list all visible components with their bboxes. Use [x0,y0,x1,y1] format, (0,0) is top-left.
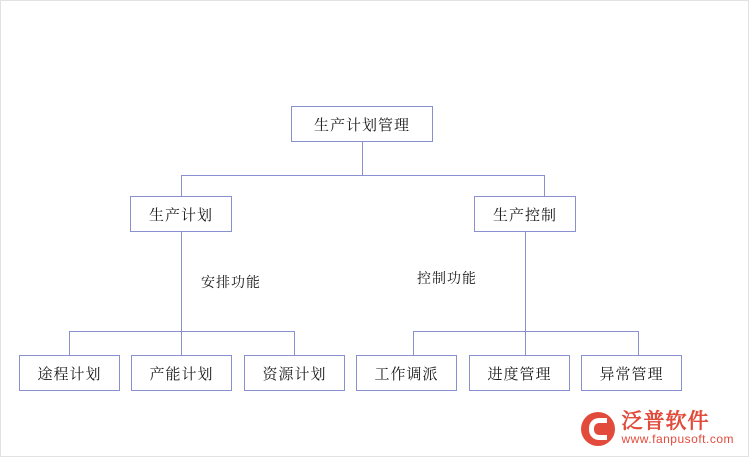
caption-left [201,272,261,292]
edge-right-stem [525,232,526,331]
edge-drop-leaf-6 [638,331,639,355]
node-root [291,106,433,142]
node-leaf-3 [244,355,345,391]
edge-left-stem [181,232,182,331]
watermark-url: www.fanpusoft.com [621,432,734,447]
watermark-text [621,411,734,446]
node-leaf-5-label: 进度管理 [487,365,552,383]
node-leaf-3-label: 资源计划 [262,365,327,383]
node-root-label: 生产计划管理 [313,116,410,134]
edge-root-bus [181,175,544,176]
edge-drop-branch-left [181,175,182,196]
caption-left-label: 安排功能 [201,274,261,290]
node-leaf-1 [19,355,120,391]
node-leaf-2-label: 产能计划 [149,365,214,383]
edge-drop-leaf-3 [294,331,295,355]
caption-right-label: 控制功能 [417,270,477,286]
edge-drop-branch-right [544,175,545,196]
edge-drop-leaf-4 [413,331,414,355]
node-branch-left-label: 生产计划 [148,206,213,224]
edge-drop-leaf-2 [181,331,182,355]
node-leaf-2 [131,355,232,391]
node-branch-left [130,196,232,232]
node-branch-right-label: 生产控制 [492,206,557,224]
node-branch-right [474,196,576,232]
node-leaf-5 [469,355,570,391]
watermark-title: 泛普软件 [621,410,710,434]
edge-drop-leaf-1 [69,331,70,355]
watermark [581,411,734,446]
logo-icon [581,412,615,446]
node-leaf-1-label: 途程计划 [37,365,102,383]
node-leaf-4-label: 工作调派 [374,365,439,383]
edge-drop-leaf-5 [525,331,526,355]
node-leaf-4 [356,355,457,391]
node-leaf-6 [581,355,682,391]
edge-root-stem [362,142,363,175]
node-leaf-6-label: 异常管理 [599,365,664,383]
caption-right [417,268,477,288]
